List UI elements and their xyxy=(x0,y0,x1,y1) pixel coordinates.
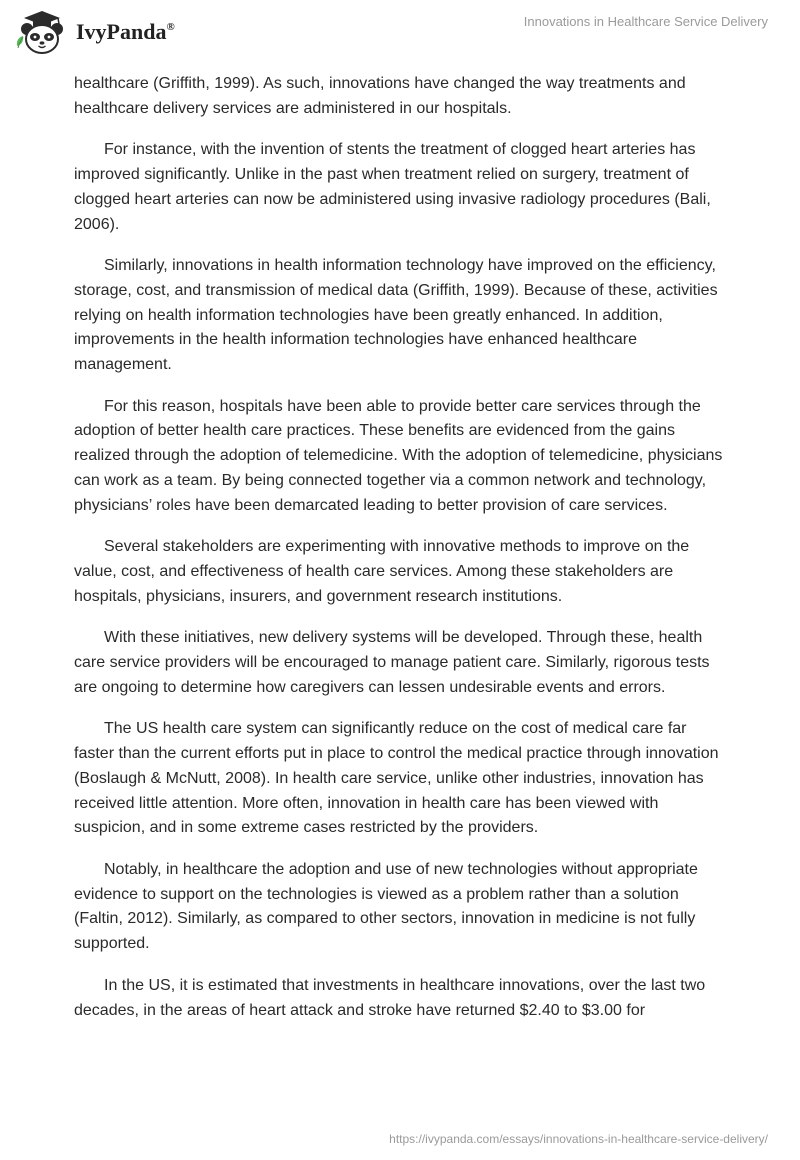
ivypanda-logo[interactable] xyxy=(14,8,175,56)
panda-graduate-icon xyxy=(14,8,74,56)
brand-name: IvyPanda® xyxy=(76,19,175,44)
paragraph: Several stakeholders are experimenting with innovative methods to improve on the value, cost, and effectiveness of health care services. Among these stakeholders are hospitals, physicians, insurers, and government research institutions. xyxy=(74,538,690,605)
paragraph: healthcare (Griffith, 1999). As such, innovations have changed the way treatments and healthcare delivery services are administered in our hospitals. xyxy=(74,75,686,117)
paragraph: In the US, it is estimated that investments in healthcare innovations, over the last two decades, in the areas of heart attack and stroke have returned $2.40 to $3.00 for xyxy=(74,976,706,1019)
page-header xyxy=(0,0,800,66)
paragraph: Notably, in healthcare the adoption and use of new technologies without appropriate evidence to support on the technologies is viewed as a problem rather than a solution (Faltin, 2012). Similarly, as compared to other sectors, innovation in medicine is not fully supported. xyxy=(74,860,698,953)
essay-body xyxy=(74,72,724,1040)
paragraph: With these initiatives, new delivery systems will be developed. Through these, health care service providers will be encouraged to manage patient care. Similarly, rigorous tests are ongoing to determine how caregivers can lessen undesirable events and errors. xyxy=(74,629,710,696)
registered-mark: ® xyxy=(166,21,175,33)
source-url-link[interactable]: https://ivypanda.com/essays/innovations-in-healthcare-service-delivery/ xyxy=(389,1132,768,1146)
paragraph: The US health care system can significantly reduce on the cost of medical care far faster than the current efforts put in place to control the medical practice through innovation (Boslaugh & McNutt, 2008). In health care service, unlike other industries, innovation has received little attention. More often, innovation in health care has been viewed with suspicion, and in some extreme cases restricted by the providers. xyxy=(74,720,719,837)
paragraph: Similarly, innovations in health information technology have improved on the efficiency, storage, cost, and transmission of medical data (Griffith, 1999). Because of these, activities relying on health information technologies have been greatly enhanced. In addition, improvements in the health information technologies have enhanced healthcare management. xyxy=(74,257,718,374)
paragraph: For this reason, hospitals have been able to provide better care services through the adoption of better health care practices. These benefits are evidenced from the gains realized through the adoption of telemedicine. With the adoption of telemedicine, physicians can work as a team. By being connected together via a common network and technology, physicians’ roles have been demarcated leading to better provision of care services. xyxy=(74,397,723,514)
document-title: Innovations in Healthcare Service Delivery xyxy=(523,14,768,29)
paragraph: For instance, with the invention of stents the treatment of clogged heart arteries has improved significantly. Unlike in the past when treatment relied on surgery, treatment of clogged heart arteries can now be administered using invasive radiology procedures (Bali, 2006). xyxy=(74,141,711,233)
